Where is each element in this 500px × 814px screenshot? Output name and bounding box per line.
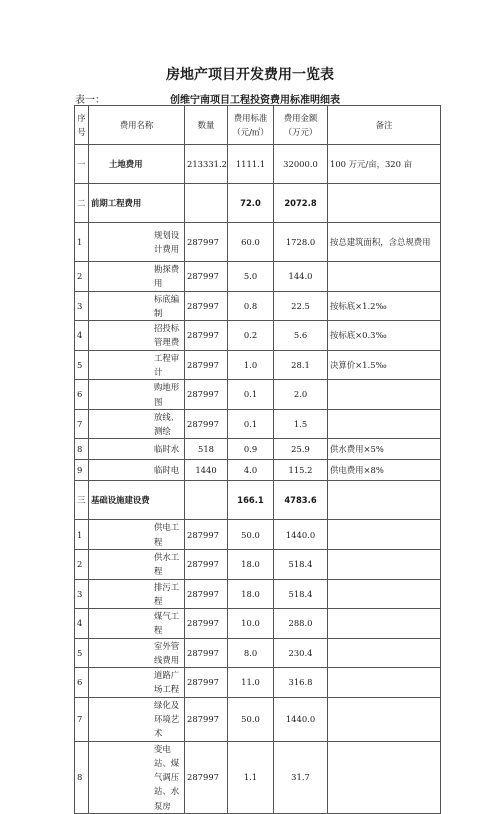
cell-amt: 230.4 xyxy=(274,638,328,668)
cell-qty: 287997 xyxy=(185,549,228,579)
cell-note xyxy=(328,184,441,223)
table-row xyxy=(75,668,441,698)
header-note: 备注 xyxy=(328,106,441,145)
cell-std: 8.0 xyxy=(228,638,274,668)
document-title: 房地产项目开发费用一览表 xyxy=(166,67,334,83)
cell-name: 道路广场工程 xyxy=(89,668,185,698)
cell-no: 5 xyxy=(75,638,89,668)
cell-std: 0.1 xyxy=(228,380,274,410)
cell-no: 4 xyxy=(75,609,89,639)
cell-qty: 287997 xyxy=(185,668,228,698)
cell-amt: 2.0 xyxy=(274,380,328,410)
table-row xyxy=(75,184,441,223)
cell-amt: 115.2 xyxy=(274,460,328,481)
cell-note: 供水费用×5% xyxy=(328,439,441,460)
cell-std: 10.0 xyxy=(228,609,274,639)
cell-std: 0.1 xyxy=(228,409,274,439)
cell-std: 1.0 xyxy=(228,350,274,380)
cell-amt: 5.6 xyxy=(274,321,328,351)
cell-note xyxy=(328,380,441,410)
cell-name: 室外管线费用 xyxy=(89,638,185,668)
cell-no: 1 xyxy=(75,520,89,550)
cell-note: 供电费用×8% xyxy=(328,460,441,481)
table-row xyxy=(75,145,441,184)
cell-amt: 518.4 xyxy=(274,549,328,579)
cell-name: 前期工程费用 xyxy=(89,184,185,223)
cell-no: 6 xyxy=(75,668,89,698)
cell-qty: 287997 xyxy=(185,291,228,321)
table-row xyxy=(75,520,441,550)
table-row xyxy=(75,638,441,668)
cell-amt: 1728.0 xyxy=(274,223,328,262)
cell-name: 招投标管理费 xyxy=(89,321,185,351)
cell-qty: 287997 xyxy=(185,409,228,439)
cell-no: 2 xyxy=(75,262,89,292)
cell-note: 100 万元/亩，320 亩 xyxy=(328,145,441,184)
cell-std: 5.0 xyxy=(228,262,274,292)
cell-note xyxy=(328,579,441,609)
cell-no: 4 xyxy=(75,321,89,351)
cell-name: 煤气工程 xyxy=(89,609,185,639)
cell-std: 4.0 xyxy=(228,460,274,481)
cell-no: 1 xyxy=(75,223,89,262)
cell-std: 166.1 xyxy=(228,481,274,520)
table-row xyxy=(75,291,441,321)
cell-std: 1.1 xyxy=(228,741,274,813)
cell-std: 60.0 xyxy=(228,223,274,262)
cell-amt: 1.5 xyxy=(274,409,328,439)
cell-note: 决算价×1.5‰ xyxy=(328,350,441,380)
table-row xyxy=(75,380,441,410)
cell-no: 9 xyxy=(75,460,89,481)
cell-note xyxy=(328,409,441,439)
cell-amt: 22.5 xyxy=(274,291,328,321)
table-row xyxy=(75,460,441,481)
cell-name: 供电工程 xyxy=(89,520,185,550)
table-row xyxy=(75,741,441,813)
table-row xyxy=(75,481,441,520)
cell-note xyxy=(328,549,441,579)
cell-no: 6 xyxy=(75,380,89,410)
cell-std: 0.8 xyxy=(228,291,274,321)
cell-std: 72.0 xyxy=(228,184,274,223)
cell-std: 18.0 xyxy=(228,579,274,609)
cell-amt: 25.9 xyxy=(274,439,328,460)
header-no: 序号 xyxy=(75,106,89,145)
cell-no: 3 xyxy=(75,291,89,321)
cell-no: 7 xyxy=(75,409,89,439)
cell-name: 土地费用 xyxy=(89,145,185,184)
cell-name: 基础设施建设费 xyxy=(89,481,185,520)
cell-amt: 28.1 xyxy=(274,350,328,380)
cell-amt: 4783.6 xyxy=(274,481,328,520)
cell-note xyxy=(328,520,441,550)
cell-name: 变电站、煤气调压站、水泵房 xyxy=(89,741,185,813)
cell-no: 三 xyxy=(75,481,89,520)
table-caption-label: 表一： xyxy=(75,95,105,106)
cell-qty xyxy=(185,184,228,223)
cell-name: 供水工程 xyxy=(89,549,185,579)
table-row xyxy=(75,262,441,292)
header-qty: 数量 xyxy=(185,106,228,145)
cell-qty: 287997 xyxy=(185,350,228,380)
cell-amt: 32000.0 xyxy=(274,145,328,184)
cell-no: 2 xyxy=(75,549,89,579)
cell-note xyxy=(328,668,441,698)
cell-no: 一 xyxy=(75,145,89,184)
table-row xyxy=(75,609,441,639)
cell-name: 勘探费用 xyxy=(89,262,185,292)
cell-std: 0.2 xyxy=(228,321,274,351)
cell-amt: 144.0 xyxy=(274,262,328,292)
cell-qty: 287997 xyxy=(185,321,228,351)
cell-qty: 287997 xyxy=(185,609,228,639)
cell-no: 5 xyxy=(75,350,89,380)
table-row xyxy=(75,549,441,579)
cell-qty: 287997 xyxy=(185,380,228,410)
cell-no: 二 xyxy=(75,184,89,223)
cell-qty: 1440 xyxy=(185,460,228,481)
table-header-row xyxy=(75,106,441,145)
cell-note xyxy=(328,609,441,639)
cell-amt: 518.4 xyxy=(274,579,328,609)
cell-note: 按标底×1.2‰ xyxy=(328,291,441,321)
cell-name: 工程审计 xyxy=(89,350,185,380)
cell-name: 规划设计费用 xyxy=(89,223,185,262)
cell-std: 50.0 xyxy=(228,520,274,550)
cell-name: 绿化及环境艺术 xyxy=(89,697,185,741)
cell-qty: 287997 xyxy=(185,579,228,609)
header-name: 费用名称 xyxy=(89,106,185,145)
cell-std: 18.0 xyxy=(228,549,274,579)
table-caption-title: 创维宁南项目工程投资费用标准明细表 xyxy=(170,95,340,106)
table-row xyxy=(75,409,441,439)
header-std: 费用标准（元/㎡） xyxy=(228,106,274,145)
cell-note xyxy=(328,481,441,520)
table-row xyxy=(75,439,441,460)
cell-no: 7 xyxy=(75,697,89,741)
cell-amt: 2072.8 xyxy=(274,184,328,223)
cell-name: 放线、测绘 xyxy=(89,409,185,439)
cell-note xyxy=(328,262,441,292)
cell-qty xyxy=(185,481,228,520)
cell-amt: 1440.0 xyxy=(274,520,328,550)
cell-qty: 287997 xyxy=(185,223,228,262)
cell-no: 8 xyxy=(75,741,89,813)
cell-std: 1111.1 xyxy=(228,145,274,184)
cell-note xyxy=(328,638,441,668)
cell-note: 按总建筑面积，含总规费用 xyxy=(328,223,441,262)
cell-no: 3 xyxy=(75,579,89,609)
cell-amt: 31.7 xyxy=(274,741,328,813)
cell-qty: 287997 xyxy=(185,520,228,550)
cell-note xyxy=(328,697,441,741)
cell-no: 8 xyxy=(75,439,89,460)
table-row xyxy=(75,223,441,262)
cell-qty: 287997 xyxy=(185,638,228,668)
table-row xyxy=(75,579,441,609)
cell-qty: 518 xyxy=(185,439,228,460)
cell-name: 临时电 xyxy=(89,460,185,481)
cell-qty: 287997 xyxy=(185,741,228,813)
cell-qty: 213331.2 xyxy=(185,145,228,184)
cell-amt: 316.8 xyxy=(274,668,328,698)
cell-std: 11.0 xyxy=(228,668,274,698)
cell-qty: 287997 xyxy=(185,262,228,292)
cell-note xyxy=(328,741,441,813)
cell-name: 临时水 xyxy=(89,439,185,460)
table-row xyxy=(75,350,441,380)
cell-std: 50.0 xyxy=(228,697,274,741)
cell-name: 购地形图 xyxy=(89,380,185,410)
table-row xyxy=(75,321,441,351)
header-amt: 费用金额（万元） xyxy=(274,106,328,145)
cell-amt: 288.0 xyxy=(274,609,328,639)
table-row xyxy=(75,697,441,741)
cell-note: 按标底×0.3‰ xyxy=(328,321,441,351)
cell-std: 0.9 xyxy=(228,439,274,460)
cell-amt: 1440.0 xyxy=(274,697,328,741)
cell-qty: 287997 xyxy=(185,697,228,741)
cell-name: 排污工程 xyxy=(89,579,185,609)
cell-name: 标底编制 xyxy=(89,291,185,321)
